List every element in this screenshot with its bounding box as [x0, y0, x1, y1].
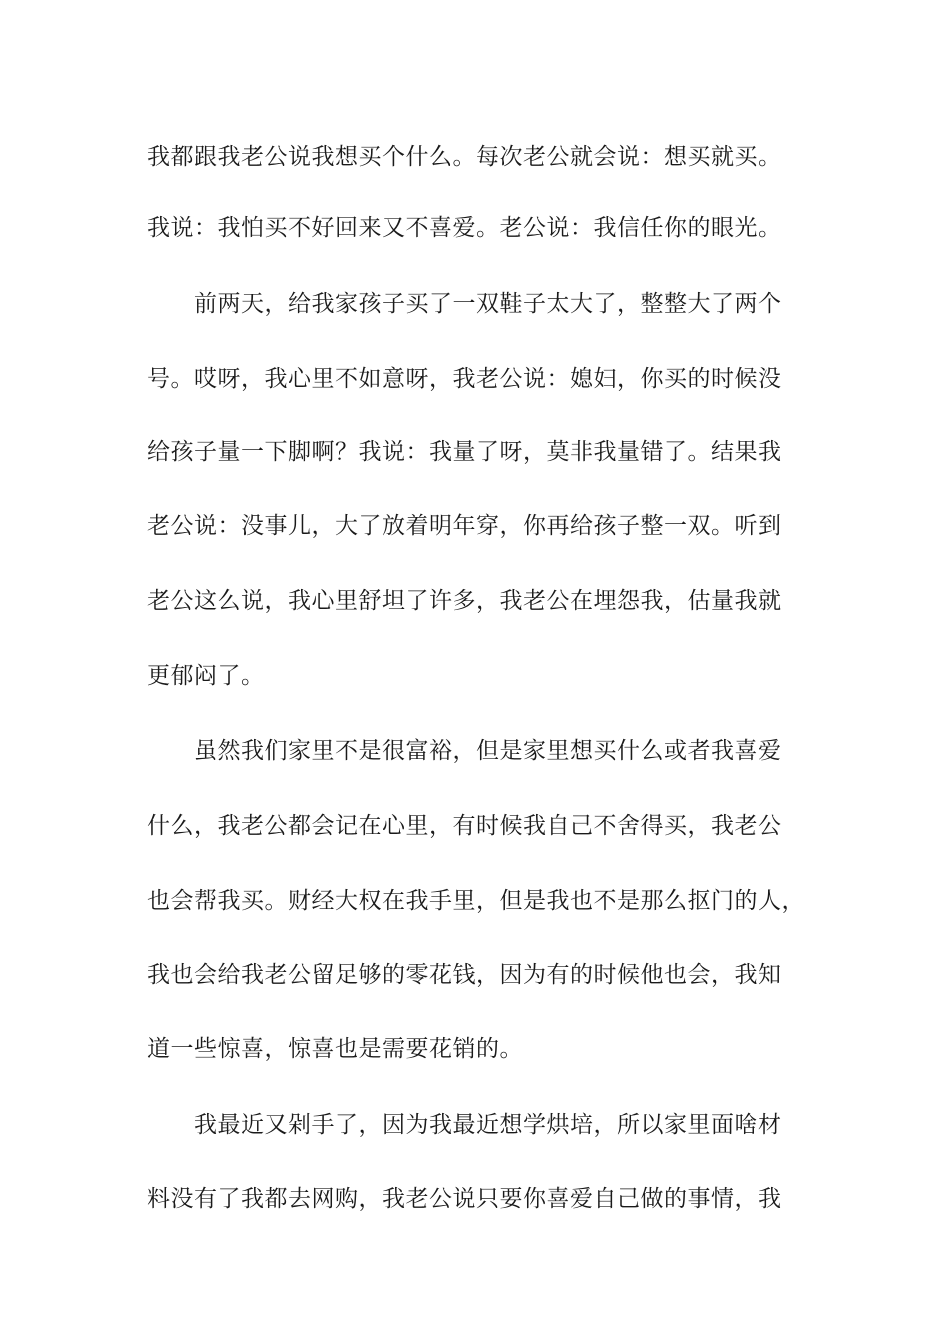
text-line: 也会帮我买。财经大权在我手里，但是我也不是那么抠门的人，: [147, 888, 805, 914]
text-line: 我都跟我老公说我想买个什么。每次老公就会说：想买就买。: [147, 144, 782, 170]
text-line: 老公说：没事儿，大了放着明年穿，你再给孩子整一双。听到: [147, 513, 782, 539]
text-line: 老公这么说，我心里舒坦了许多，我老公在埋怨我，估量我就: [147, 588, 782, 614]
text-line: 我说：我怕买不好回来又不喜爱。老公说：我信任你的眼光。: [147, 215, 782, 241]
text-line: 号。哎呀，我心里不如意呀，我老公说：媳妇，你买的时候没: [147, 366, 782, 392]
text-line: 给孩子量一下脚啊？我说：我量了呀，莫非我量错了。结果我: [147, 439, 782, 465]
paragraph-start-line: 虽然我们家里不是很富裕，但是家里想买什么或者我喜爱: [194, 738, 782, 764]
text-line: 道一些惊喜，惊喜也是需要花销的。: [147, 1036, 523, 1062]
text-line: 料没有了我都去网购，我老公说只要你喜爱自己做的事情，我: [147, 1186, 782, 1212]
text-line: 我也会给我老公留足够的零花钱，因为有的时候他也会，我知: [147, 962, 782, 988]
paragraph-start-line: 前两天，给我家孩子买了一双鞋子太大了，整整大了两个: [194, 291, 782, 317]
text-line: 什么，我老公都会记在心里，有时候我自己不舍得买，我老公: [147, 813, 782, 839]
paragraph-start-line: 我最近又剁手了，因为我最近想学烘培，所以家里面啥材: [194, 1112, 782, 1138]
text-line: 更郁闷了。: [147, 663, 265, 689]
